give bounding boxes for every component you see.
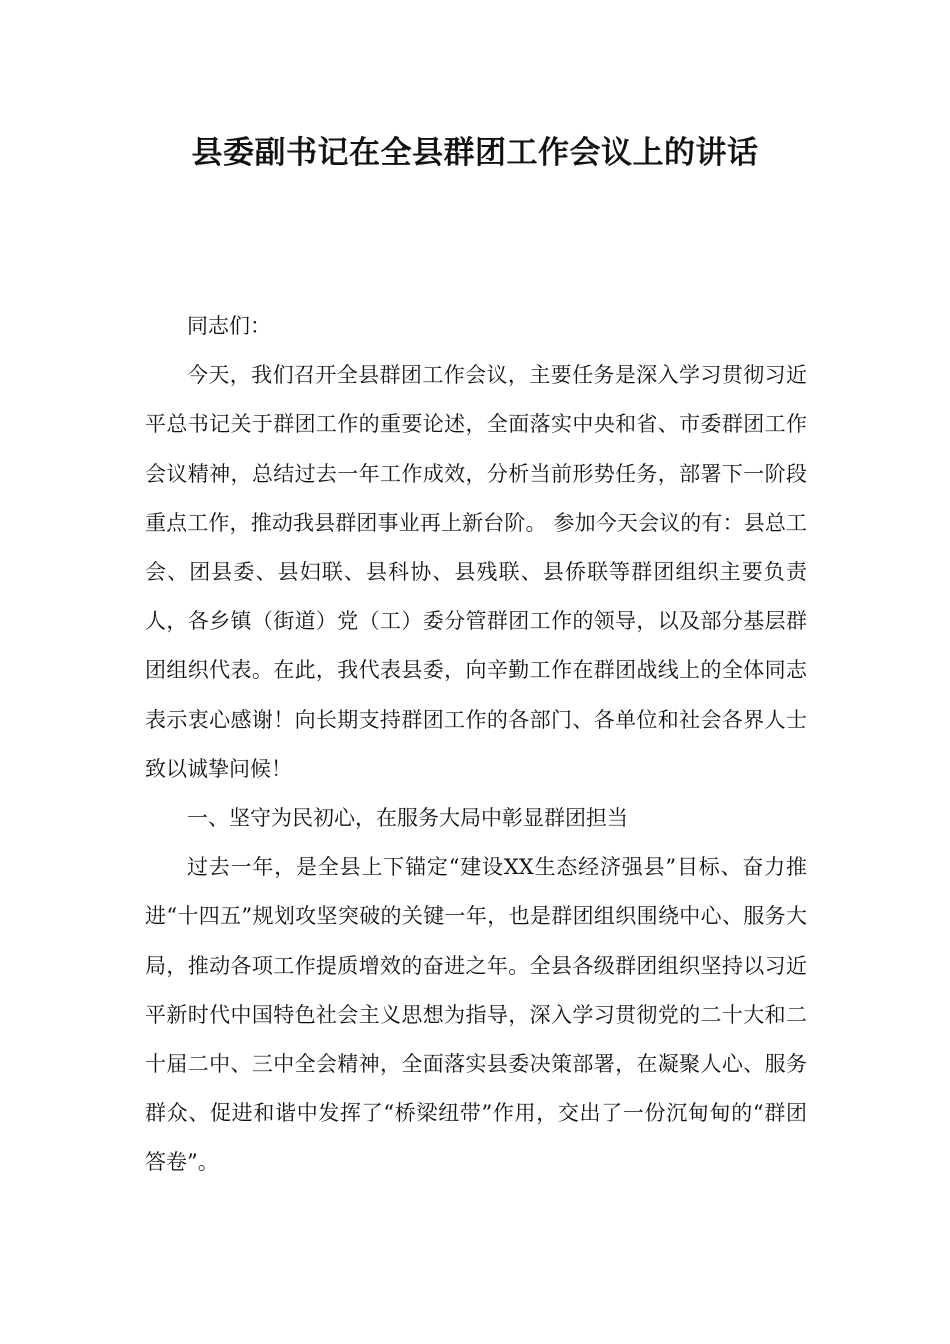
document-body	[145, 302, 807, 1188]
section-heading-1: 一、坚守为民初心，在服务大局中彰显群团担当	[187, 806, 628, 831]
section-1-paragraph: 过去一年，是全县上下锚定“建设XX生态经济强县”目标、奋力推进“十四五”规划攻坚突破的关键一年，也是群团组织围绕中心、服务大局，推动各项工作提质增效的奋进之年。全县各级群团组织坚持以习近平新时代中国特色社会主义思想为指导，深入学习贯彻党的二十大和二十届二中、三中全会精神，全面落实县委决策部署，在凝聚人心、服务群众、促进和谐中发挥了“桥梁纽带”作用，交出了一份沉甸甸的“群团答卷”。	[145, 855, 807, 1175]
salutation-paragraph: 同志们：	[187, 314, 271, 338]
document-title: 县委副书记在全县群团工作会议上的讲话	[191, 135, 759, 171]
intro-paragraph: 今天，我们召开全县群团工作会议，主要任务是深入学习贯彻习近平总书记关于群团工作的重要论述，全面落实中央和省、市委群团工作会议精神，总结过去一年工作成效，分析当前形势任务，部署下一阶段重点工作，推动我县群团事业再上新台阶。 参加今天会议的有：县总工会、团县委、县妇联、县科协、县残联、县侨联等群团组织主要负责人，各乡镇（街道）党（工）委分管群团工作的领导，以及部分基层群团组织代表。在此，我代表县委，向辛勤工作在群团战线上的全体同志表示衷心感谢！向长期支持群团工作的各部门、各单位和社会各界人士致以诚挚问候！	[145, 363, 807, 781]
